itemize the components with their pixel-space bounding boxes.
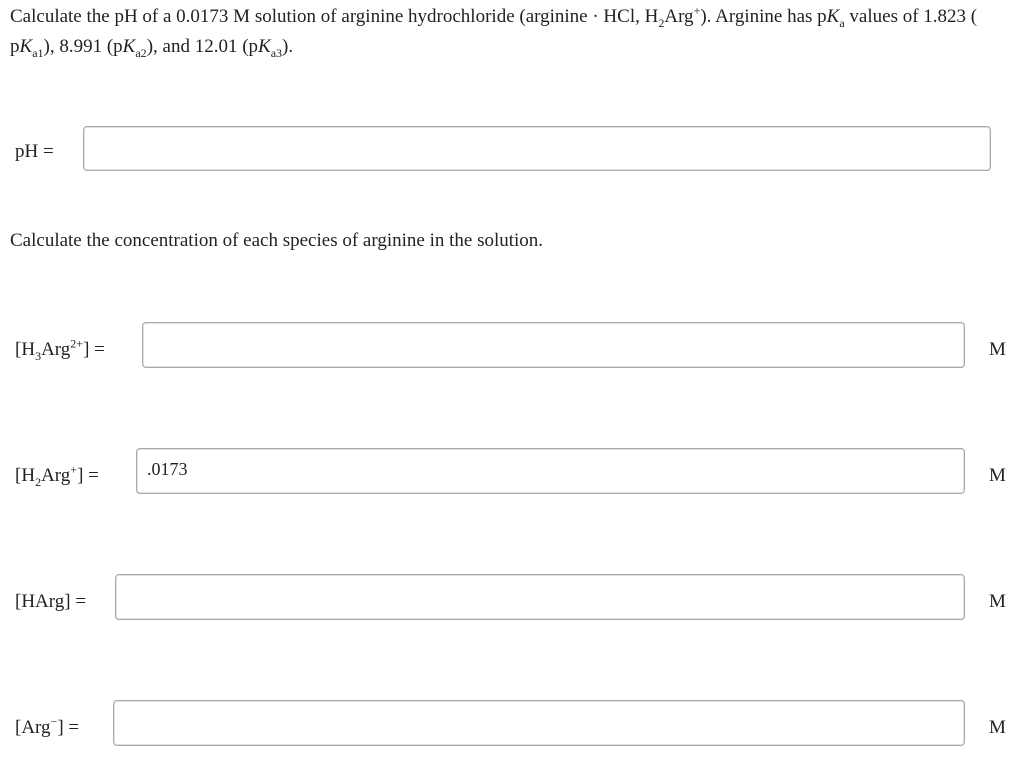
label-text: [HArg (15, 591, 65, 612)
question-text: K (258, 36, 271, 57)
h3arg-unit: M (989, 339, 1006, 360)
label-text: Arg (41, 465, 71, 486)
question-line-1 (10, 3, 978, 30)
label-text: [H (15, 465, 36, 486)
superscript: + (70, 462, 78, 477)
h3arg-label (15, 336, 105, 363)
h2arg-input[interactable]: .0173 (136, 448, 965, 494)
arg-unit: M (989, 717, 1006, 738)
ph-input[interactable] (83, 126, 991, 171)
subscript: a3 (270, 45, 283, 60)
question-text: values of 1.823 ( (844, 6, 978, 27)
superscript: + (693, 3, 701, 18)
label-text: [H (15, 339, 36, 360)
question-text: Calculate the pH of a 0.0173 M solution of arginine hydrochloride (arginine · HCl, H (10, 6, 659, 27)
question-text: K (826, 6, 840, 27)
question-text: K (19, 36, 33, 57)
subscript: 2 (658, 15, 665, 30)
h2arg-unit: M (989, 465, 1006, 486)
h3arg-input[interactable] (142, 322, 965, 368)
subscript: a2 (135, 45, 147, 60)
question-text: ), and 12.01 (p (146, 36, 259, 57)
label-text: ] = (83, 339, 105, 360)
label-text: ] = (64, 591, 87, 612)
harg-input[interactable] (115, 574, 965, 620)
harg-unit: M (989, 591, 1006, 612)
question-text: Arg (664, 6, 694, 27)
arg-label (15, 714, 80, 739)
h2arg-label (15, 462, 99, 489)
subscript: 2 (35, 474, 42, 489)
subscript: a1 (32, 45, 44, 60)
label-text: [Arg (15, 717, 51, 738)
label-text: Arg (41, 339, 71, 360)
question-text: K (122, 36, 136, 57)
superscript: 2+ (70, 336, 84, 351)
question-line-2 (10, 36, 293, 58)
question-text: ). Arginine has p (700, 6, 827, 27)
subscript: a (839, 15, 845, 30)
label-text: ] = (77, 465, 99, 486)
species-prompt: Calculate the concentration of each species of arginine in the solution. (10, 230, 544, 251)
arg-input[interactable] (113, 700, 965, 746)
question-text: p (10, 36, 20, 57)
question-text: ). (282, 36, 294, 57)
label-text: ] = (57, 717, 80, 738)
ph-label: pH = (15, 141, 54, 162)
harg-label (15, 591, 86, 613)
superscript: − (50, 714, 58, 729)
question-text: ), 8.991 (p (43, 36, 123, 57)
subscript: 3 (35, 348, 42, 363)
